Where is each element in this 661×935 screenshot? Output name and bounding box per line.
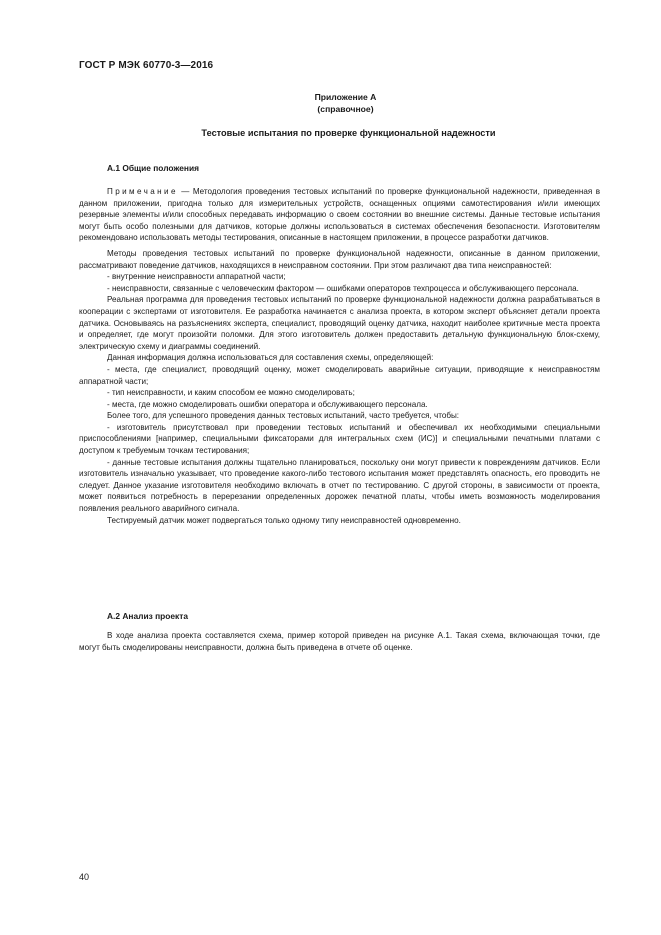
note-text: — Методология проведения тестовых испытаний по проверке функциональной надежности, приведенная в данном приложении, пригодна только для измерительных устройств, оснащенных опциями самотестирования и/или имеющих резервные элементы и/или способных передавать информацию о своем состоянии во внешние системы. Данные тестовые испытания могут быть особо полезными для датчиков, которые должны использоваться в системах обеспечения безопасности. Изготовителям рекомендовано использовать методы тестирования, описанные в настоящем приложении, в процессе разработки датчиков. [79, 187, 600, 243]
list-item: - тип неисправности, и каким способом ее можно смоделировать; [107, 388, 355, 398]
paragraph: Более того, для успешного проведения данных тестовых испытаний, часто требуется, чтобы: [107, 411, 460, 421]
list-item: - места, где можно смоделировать ошибки оператора и обслуживающего персонала. [107, 399, 428, 409]
document-code-header: ГОСТ Р МЭК 60770-3—2016 [79, 60, 214, 71]
list-item: - места, где специалист, проводящий оценку, может смоделировать аварийные ситуации, приводящие к неисправностям аппаратной части; [79, 364, 600, 386]
annex-type: (справочное) [317, 104, 374, 114]
page-number: 40 [79, 872, 90, 882]
section-heading-a1: А.1 Общие положения [107, 163, 200, 173]
list-item: - неисправности, связанные с человеческим фактором — ошибками операторов техпроцесса и обслуживающего персонала. [107, 283, 579, 293]
section-a1-body [79, 186, 600, 526]
list-item: - изготовитель присутствовал при проведении тестовых испытаний и обеспечивал их необходимыми специальными приспособлениями [например, специальными фиксаторами для интегральных схем (ИС)] и специальными печатными платами с доступом к требуемым точкам тестирования; [79, 422, 600, 456]
annex-label: Приложение А [314, 92, 377, 102]
paragraph: Реальная программа для проведения тестовых испытаний по проверке функциональной надежности должна разрабатываться в кооперации с экспертами от изготовителя. Ее разработка начинается с анализа проекта, в котором эксперт объясняет детали проекта датчика. Основываясь на разъяснениях эксперта, специалист, проводящий оценку датчика, находит наиболее критичные места проекта и определяет, где могут произойти поломки. Для этого изготовитель должен предоставить детальную функциональную блок-схему, электрическую схему и диаграммы соединений. [79, 295, 600, 351]
paragraph: Методы проведения тестовых испытаний по проверке функциональной надежности, описанные в данном приложении, рассматривают поведение датчиков, находящихся в неисправном состоянии. При этом различают два типа неисправностей: [79, 248, 600, 270]
paragraph: Данная информация должна использоваться для составления схемы, определяющей: [107, 353, 434, 363]
paragraph: Тестируемый датчик может подвергаться только одному типу неисправностей одновременно. [107, 515, 461, 525]
section-heading-a2: А.2 Анализ проекта [107, 611, 188, 621]
paragraph: В ходе анализа проекта составляется схема, пример которой приведен на рисунке А.1. Такая схема, включающая точки, где могут быть смоделированы неисправности, должна быть приведена в отчете об оценке. [79, 631, 600, 652]
list-item: - данные тестовые испытания должны тщательно планироваться, поскольку они могут привести к повреждениям датчиков. Если изготовитель изначально указывает, что проведение какого-либо тестового испытания может представлять опасность, его проводить не следует. Данное указание изготовителя необходимо включать в отчет по тестированию. С другой стороны, в зависимости от проекта, может появиться потребность в перерезании определенных дорожек печатной платы, чтобы иметь возможность моделирования появления реального аварийного сигнала. [79, 457, 600, 514]
list-item: - внутренние неисправности аппаратной части; [107, 272, 286, 282]
section-a2-body [79, 630, 600, 653]
note-lead: Примечание [107, 187, 178, 196]
annex-main-title: Тестовые испытания по проверке функциональной надежности [201, 128, 496, 138]
annex-title-block [0, 91, 661, 115]
note-paragraph [79, 186, 600, 244]
